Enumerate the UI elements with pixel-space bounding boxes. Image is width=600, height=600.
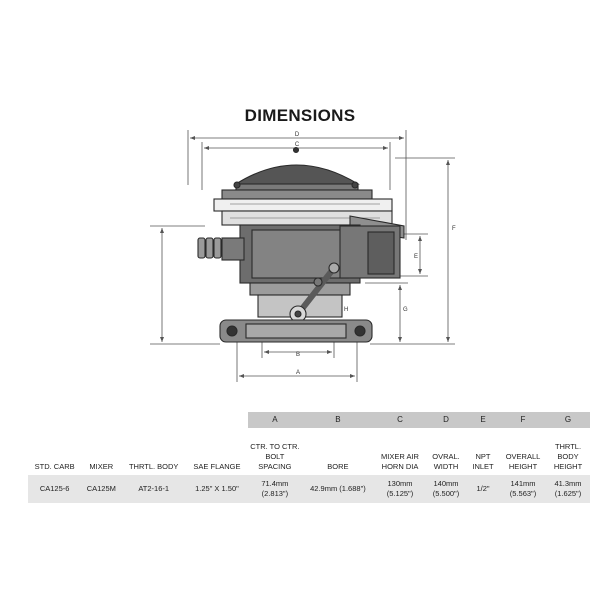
table-cell: CA125M <box>81 475 121 503</box>
column-header: NPT INLET <box>472 452 494 471</box>
dim-label-h: H <box>344 307 349 313</box>
table-cell: 42.9mm (1.688") <box>302 475 374 503</box>
column-letter: D <box>426 412 466 428</box>
dim-label-g: G <box>403 307 408 313</box>
column-header: BORE <box>327 462 349 471</box>
column-letter-row <box>28 412 590 428</box>
table-cell: 1/2" <box>466 475 500 503</box>
column-header-row <box>28 428 590 475</box>
table-cell: 71.4mm (2.813") <box>248 475 302 503</box>
column-header: MIXER <box>89 462 114 471</box>
column-letter: B <box>302 412 374 428</box>
dimensions-table <box>28 412 590 503</box>
table-row <box>28 475 590 503</box>
column-header: THRTL. BODY <box>128 462 179 471</box>
dim-label-f: F <box>452 226 456 232</box>
table-cell: AT2-16-1 <box>121 475 186 503</box>
column-letter: E <box>466 412 500 428</box>
table-cell: 140mm (5.500") <box>426 475 466 503</box>
table-cell: 1.25" X 1.50" <box>186 475 248 503</box>
column-letter: C <box>374 412 426 428</box>
mixer-illustration <box>198 148 404 343</box>
dim-label-d: D <box>294 132 300 138</box>
dim-label-e: E <box>414 254 419 260</box>
table-cell: CA125-6 <box>28 475 81 503</box>
table-cell: 141mm (5.563") <box>500 475 546 503</box>
column-header: OVRAL. WIDTH <box>432 452 460 471</box>
column-header: MIXER AIR HORN DIA <box>381 452 419 471</box>
table-cell: 130mm (5.125") <box>374 475 426 503</box>
table-cell: 41.3mm (1.625") <box>546 475 590 503</box>
column-header: SAE FLANGE <box>193 462 241 471</box>
dim-label-c: C <box>294 142 300 148</box>
column-letter: A <box>248 412 302 428</box>
dim-label-b: B <box>295 352 301 358</box>
column-header: CTR. TO CTR. BOLT SPACING <box>250 442 300 471</box>
column-letter: F <box>500 412 546 428</box>
column-letter: G <box>546 412 590 428</box>
page-title: DIMENSIONS <box>244 106 356 125</box>
column-header: OVERALL HEIGHT <box>505 452 541 471</box>
column-header: STD. CARB <box>34 462 75 471</box>
dim-label-a: A <box>295 370 301 376</box>
column-header: THRTL. BODY HEIGHT <box>553 442 583 471</box>
